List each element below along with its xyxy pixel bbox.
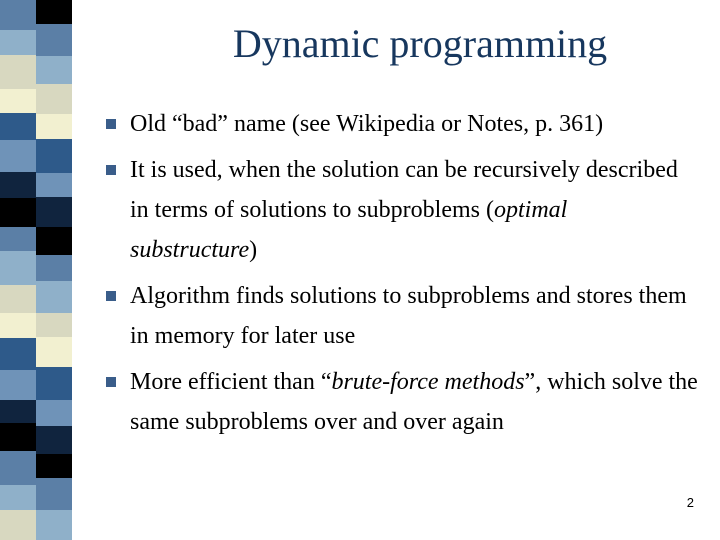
stripe-block	[0, 140, 36, 172]
stripe-block	[0, 313, 36, 339]
stripe-block	[36, 197, 72, 227]
stripe-block	[0, 30, 36, 56]
stripe-block	[36, 227, 72, 255]
slide-title: Dynamic programming	[232, 21, 608, 66]
stripe-block	[0, 510, 36, 540]
bullet-text-1-italic: optimal substructure	[130, 197, 568, 263]
stripe-block	[36, 426, 72, 454]
bullet-item	[100, 276, 700, 356]
bullet-text-1a: It is used, when the solution can be recursively described in terms of solutions to subproblems (	[130, 157, 678, 223]
stripe-block	[0, 285, 36, 313]
stripe-block	[0, 172, 36, 198]
decorative-stripe	[0, 0, 72, 540]
bullet-text-3-italic: brute-force methods	[331, 369, 525, 395]
bullet-text-1c: )	[249, 237, 258, 263]
stripe-block	[36, 400, 72, 426]
stripe-block	[0, 89, 36, 113]
stripe-block	[0, 55, 36, 89]
stripe-block	[0, 338, 36, 370]
bullet-item	[100, 104, 700, 144]
stripe-block	[0, 451, 36, 485]
stripe-block	[36, 367, 72, 401]
stripe-block	[0, 0, 36, 30]
stripe-block	[36, 114, 72, 140]
square-bullet-icon	[106, 377, 116, 387]
bullet-item	[100, 150, 700, 270]
stripe-block	[36, 510, 72, 540]
stripe-block	[0, 400, 36, 424]
bullet-text-3c: ”, which solve the same subproblems over and over again	[130, 369, 698, 435]
stripe-block	[36, 84, 72, 114]
stripe-block	[0, 251, 36, 285]
stripe-block	[36, 56, 72, 84]
bullet-text-2: Algorithm finds solutions to subproblems and stores them in memory for later use	[130, 283, 687, 349]
bullet-list	[100, 104, 700, 448]
square-bullet-icon	[106, 119, 116, 129]
square-bullet-icon	[106, 291, 116, 301]
stripe-block	[36, 173, 72, 197]
stripe-block	[0, 113, 36, 141]
bullet-text-3a: More efficient than “	[130, 369, 332, 395]
stripe-block	[36, 24, 72, 56]
bullet-item	[100, 362, 700, 442]
stripe-block	[36, 255, 72, 281]
page-number: 2	[686, 495, 694, 510]
stripe-column-right	[36, 0, 72, 540]
stripe-column-left	[0, 0, 36, 540]
stripe-block	[36, 313, 72, 337]
stripe-block	[0, 485, 36, 511]
stripe-block	[36, 337, 72, 367]
stripe-block	[36, 139, 72, 173]
square-bullet-icon	[106, 165, 116, 175]
stripe-block	[0, 227, 36, 251]
stripe-block	[36, 478, 72, 510]
bullet-text-0: Old “bad” name (see Wikipedia or Notes, p. 361)	[130, 111, 604, 137]
stripe-block	[0, 198, 36, 228]
stripe-block	[36, 0, 72, 24]
stripe-block	[36, 454, 72, 478]
stripe-block	[36, 281, 72, 313]
stripe-block	[0, 423, 36, 451]
stripe-block	[0, 370, 36, 400]
